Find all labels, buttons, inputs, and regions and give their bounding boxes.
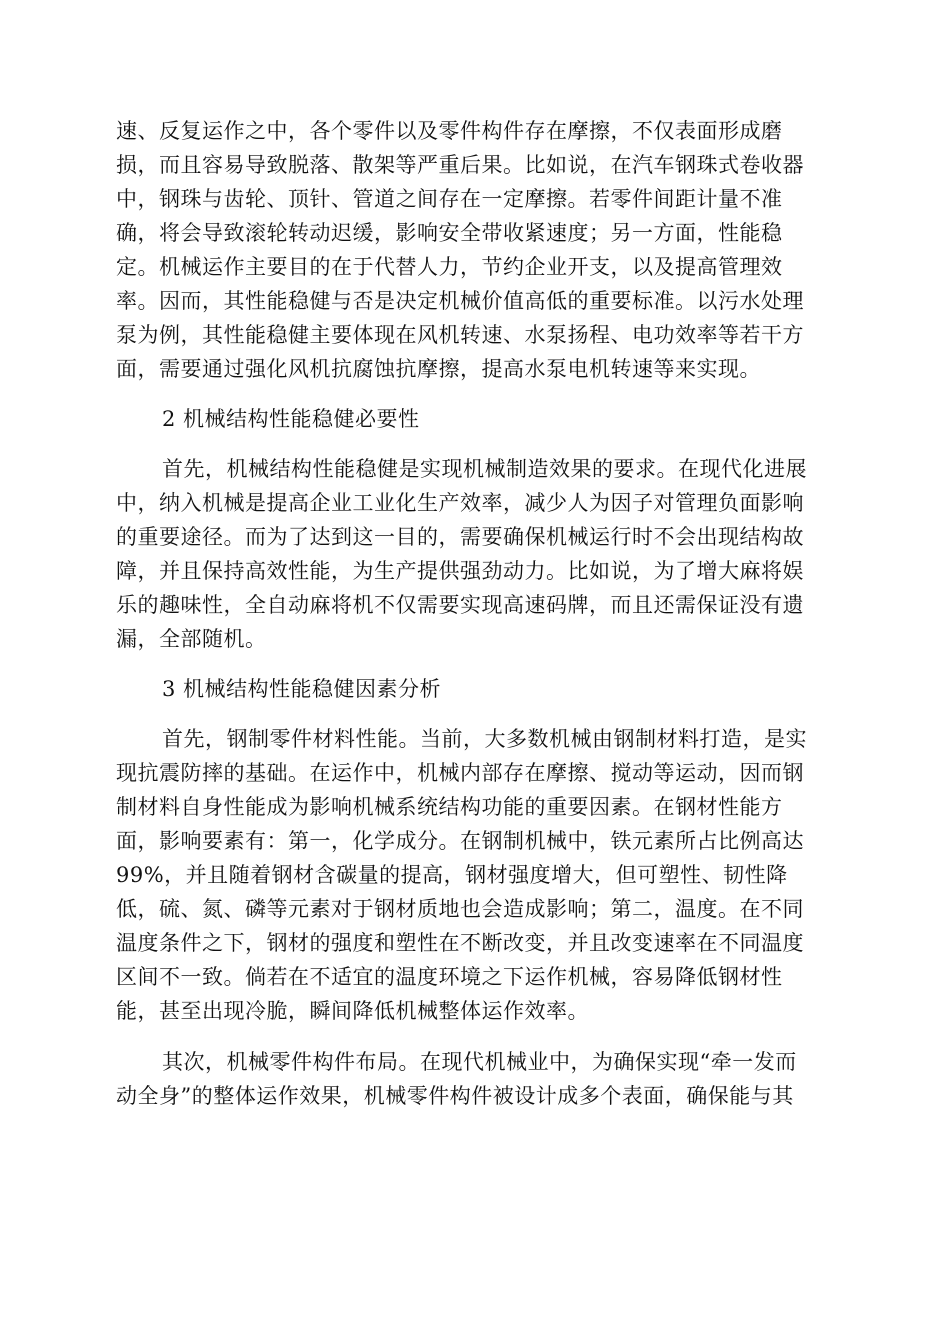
text-line: 漏，全部随机。 <box>116 627 267 651</box>
spacer <box>116 436 832 452</box>
text-line: 首先，钢制零件材料性能。当前，大多数机械由钢制材料打造，是实 <box>162 727 807 751</box>
spacer <box>116 656 832 672</box>
paragraph-1 <box>116 114 832 386</box>
text-line: 中，纳入机械是提高企业工业化生产效率，减少人为因子对管理负面影响 <box>116 491 804 515</box>
text-line: 面，影响要素有：第一，化学成分。在钢制机械中，铁元素所占比例高达 <box>116 829 804 853</box>
text-line: 率。因而，其性能稳健与否是决定机械价值高低的重要标准。以污水处理 <box>116 289 804 313</box>
text-line: 现抗震防摔的基础。在运作中，机械内部存在摩擦、搅动等运动，因而钢 <box>116 761 804 785</box>
text-line: 温度条件之下，钢材的强度和塑性在不断改变，并且改变速率在不同温度 <box>116 931 804 955</box>
spacer <box>116 706 832 722</box>
text-line: 低，硫、氮、磷等元素对于钢材质地也会造成影响；第二，温度。在不同 <box>116 897 804 921</box>
section-heading-2: 2 机械结构性能稳健必要性 <box>162 407 420 431</box>
text-line: 定。机械运作主要目的在于代替人力，节约企业开支，以及提高管理效 <box>116 255 783 279</box>
text-line: 障，并且保持高效性能，为生产提供强劲动力。比如说，为了增大麻将娱 <box>116 559 804 583</box>
spacer <box>116 1028 832 1045</box>
paragraph-4 <box>116 1045 832 1113</box>
document-body <box>116 114 832 1113</box>
text-line: 99%，并且随着钢材含碳量的提高，钢材强度增大，但可塑性、韧性降 <box>116 863 788 887</box>
text-line: 区间不一致。倘若在不适宜的温度环境之下运作机械，容易降低钢材性 <box>116 965 783 989</box>
text-line: 面，需要通过强化风机抗腐蚀抗摩擦，提高水泵电机转速等来实现。 <box>116 357 761 381</box>
text-line: 确，将会导致滚轮转动迟缓，影响安全带收紧速度；另一方面，性能稳 <box>116 221 783 245</box>
text-line: 首先，机械结构性能稳健是实现机械制造效果的要求。在现代化进展 <box>162 457 807 481</box>
paragraph-3 <box>116 722 832 1028</box>
text-line: 其次，机械零件构件布局。在现代机械业中，为确保实现“牵一发而 <box>162 1050 797 1074</box>
text-line: 制材料自身性能成为影响机械系统结构功能的重要因素。在钢材性能方 <box>116 795 783 819</box>
text-line: 乐的趣味性，全自动麻将机不仅需要实现高速码牌，而且还需保证没有遗 <box>116 593 804 617</box>
spacer <box>116 386 832 402</box>
text-line: 的重要途径。而为了达到这一目的，需要确保机械运行时不会出现结构故 <box>116 525 804 549</box>
text-line: 动全身”的整体运作效果，机械零件构件被设计成多个表面，确保能与其 <box>116 1084 794 1108</box>
text-line: 损，而且容易导致脱落、散架等严重后果。比如说，在汽车钢珠式卷收器 <box>116 153 804 177</box>
text-line: 泵为例，其性能稳健主要体现在风机转速、水泵扬程、电功效率等若干方 <box>116 323 804 347</box>
text-line: 速、反复运作之中，各个零件以及零件构件存在摩擦，不仅表面形成磨 <box>116 119 783 143</box>
text-line: 中，钢珠与齿轮、顶针、管道之间存在一定摩擦。若零件间距计量不准 <box>116 187 783 211</box>
text-line: 能，甚至出现冷脆，瞬间降低机械整体运作效率。 <box>116 999 589 1023</box>
section-heading-3: 3 机械结构性能稳健因素分析 <box>162 677 442 701</box>
paragraph-2 <box>116 452 832 656</box>
